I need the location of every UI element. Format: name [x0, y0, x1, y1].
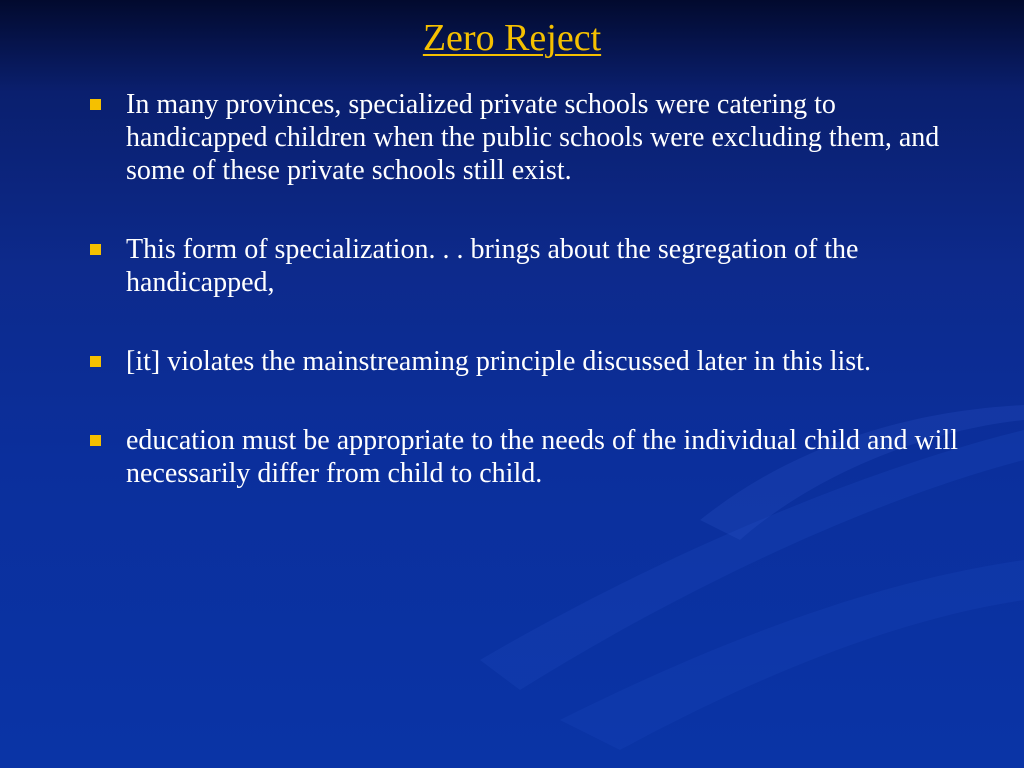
bullet-item: [88, 233, 968, 299]
bullet-item: [88, 424, 968, 490]
bullet-text: This form of specialization. . . brings about the segregation of the handicapped,: [126, 234, 859, 298]
square-bullet-icon: [90, 356, 101, 367]
bullet-text: In many provinces, specialized private schools were catering to handicapped children when the public schools were excluding them, and some of these private schools still exist.: [126, 89, 940, 186]
bullet-text: [it] violates the mainstreaming principle discussed later in this list.: [126, 346, 871, 377]
square-bullet-icon: [90, 244, 101, 255]
bullet-item: [88, 345, 968, 378]
square-bullet-icon: [90, 435, 101, 446]
bullet-item: [88, 88, 968, 187]
bullet-text: education must be appropriate to the needs of the individual child and will necessarily differ from child to child.: [126, 425, 959, 489]
bullet-list: [88, 88, 968, 536]
square-bullet-icon: [90, 99, 101, 110]
slide-title: Zero Reject: [422, 17, 602, 59]
